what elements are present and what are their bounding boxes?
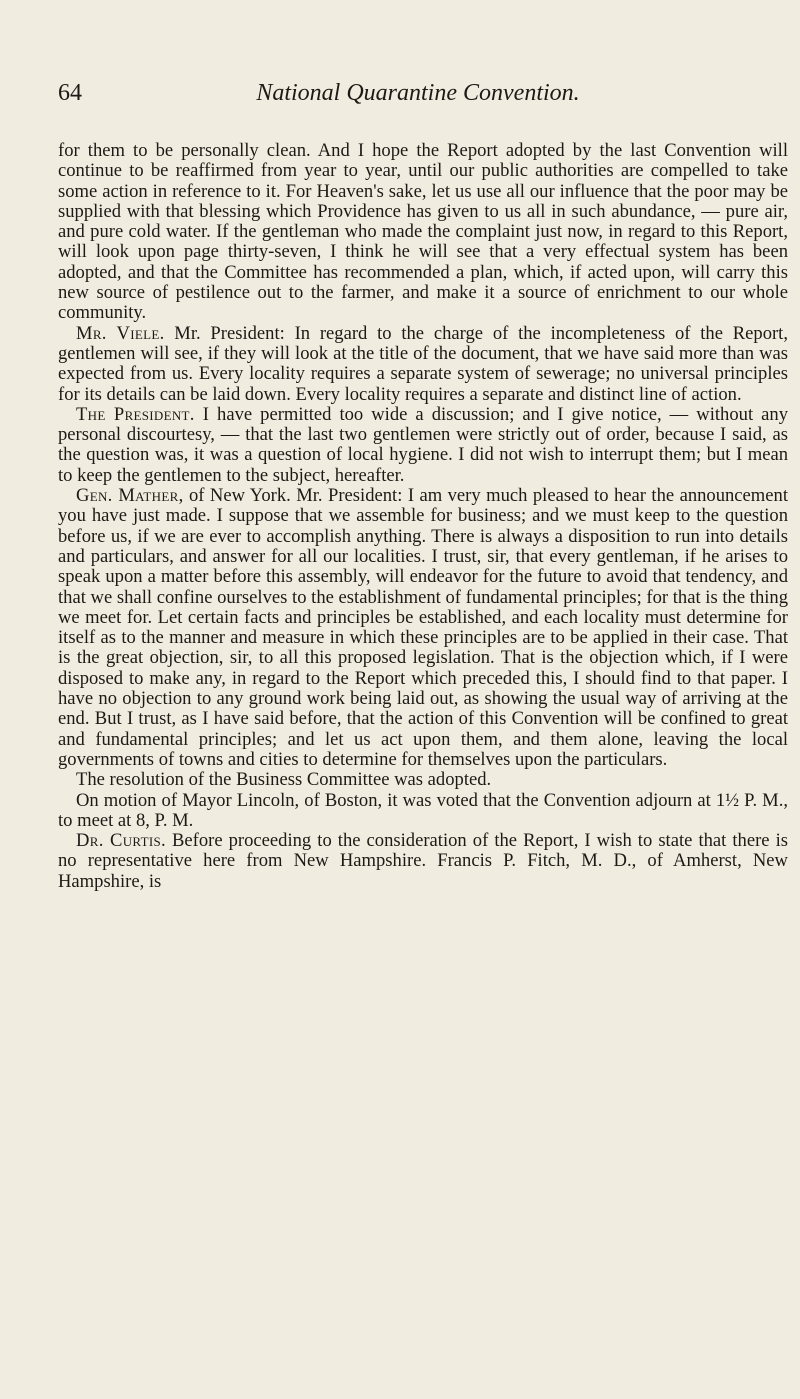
running-title: National Quarantine Convention. [256, 80, 580, 106]
paragraph-text: I have permitted too wide a discussion; and I give notice, — without any personal discourtesy, — that the last two gentlemen were strictly out of order, because I said, as the question was, it was a question of local hygiene. I did not wish to interrupt them; but I mean to keep the gentlemen to the subject, hereafter. [58, 403, 788, 486]
paragraph-1 [58, 141, 788, 324]
paragraph-6 [58, 791, 788, 832]
paragraph-text: Before proceeding to the consideration of the Report, I wish to state that there is no representative here from New Hampshire. Francis P. Fitch, M. D., of Amherst, New Hampshire, is [58, 830, 788, 892]
speaker-name: Mr. Viele. [76, 322, 165, 344]
paragraph-3 [58, 405, 788, 486]
body-text [58, 141, 788, 892]
speaker-name: The President. [76, 403, 195, 425]
page-number: 64 [58, 80, 82, 106]
paragraph-text: of New York. Mr. President: I am very much pleased to hear the announcement you have just made. I suppose that we assemble for business; and we must keep to the question before us, if we are ever to accomplish anything. There is always a disposition to run into details and particulars, and answer for all our localities. I trust, sir, that every gentleman, if he arises to speak upon a matter before this assembly, will endeavor for the future to avoid that tendency, and that we shall confine ourselves to the establishment of fundamental principles; for that is the thing we meet for. Let certain facts and principles be established, and each locality must determine for itself as to the manner and measure in which these principles are to be applied in their case. That is the great objection, sir, to all this proposed legislation. That is the objection which, if I were disposed to make any, in regard to the Report which preceded this, I should find to that paper. I have no objection to any ground work being laid out, as showing the usual way of arriving at the end. But I trust, as I have said before, that the action of this Convention will be confined to great and fundamental principles; and let us act upon them, and them alone, leaving the local governments of towns and cities to determine for themselves upon the particulars. [58, 485, 788, 770]
paragraph-text: for them to be personally clean. And I hope the Report adopted by the last Convention will continue to be reaffirmed from year to year, until our public authorities are compelled to take some action in reference to it. For Heaven's sake, let us use all our influence that the poor may be supplied with that blessing which Providence has given to us all in such abundance, — pure air, and pure cold water. If the gentleman who made the complaint just now, in regard to this Report, will look upon page thirty-seven, I think he will see that a very effectual system has been adopted, and that the Committee has recommended a plan, which, if acted upon, will carry this new source of pestilence out to the farmer, and make it a source of enrichment to our whole community. [58, 140, 788, 324]
speaker-name: Gen. Mather, [76, 485, 184, 507]
paragraph-5 [58, 770, 788, 790]
paragraph-text: The resolution of the Business Committee was adopted. [76, 769, 492, 791]
paragraph-text: Mr. President: In regard to the charge of the incompleteness of the Report, gentlemen will see, if they will look at the title of the document, that we have said more than was expected from us. Every locality requires a separate system of sewerage; no universal principles for its details can be laid down. Every locality requires a separate and distinct line of action. [58, 322, 788, 405]
page-header [58, 80, 778, 120]
paragraph-text: On motion of Mayor Lincoln, of Boston, it was voted that the Convention adjourn at 1½ P. M., to meet at 8, P. M. [58, 789, 788, 831]
speaker-name: Dr. Curtis. [76, 830, 166, 852]
paragraph-2 [58, 324, 788, 405]
paragraph-7 [58, 831, 788, 892]
paragraph-4 [58, 486, 788, 770]
